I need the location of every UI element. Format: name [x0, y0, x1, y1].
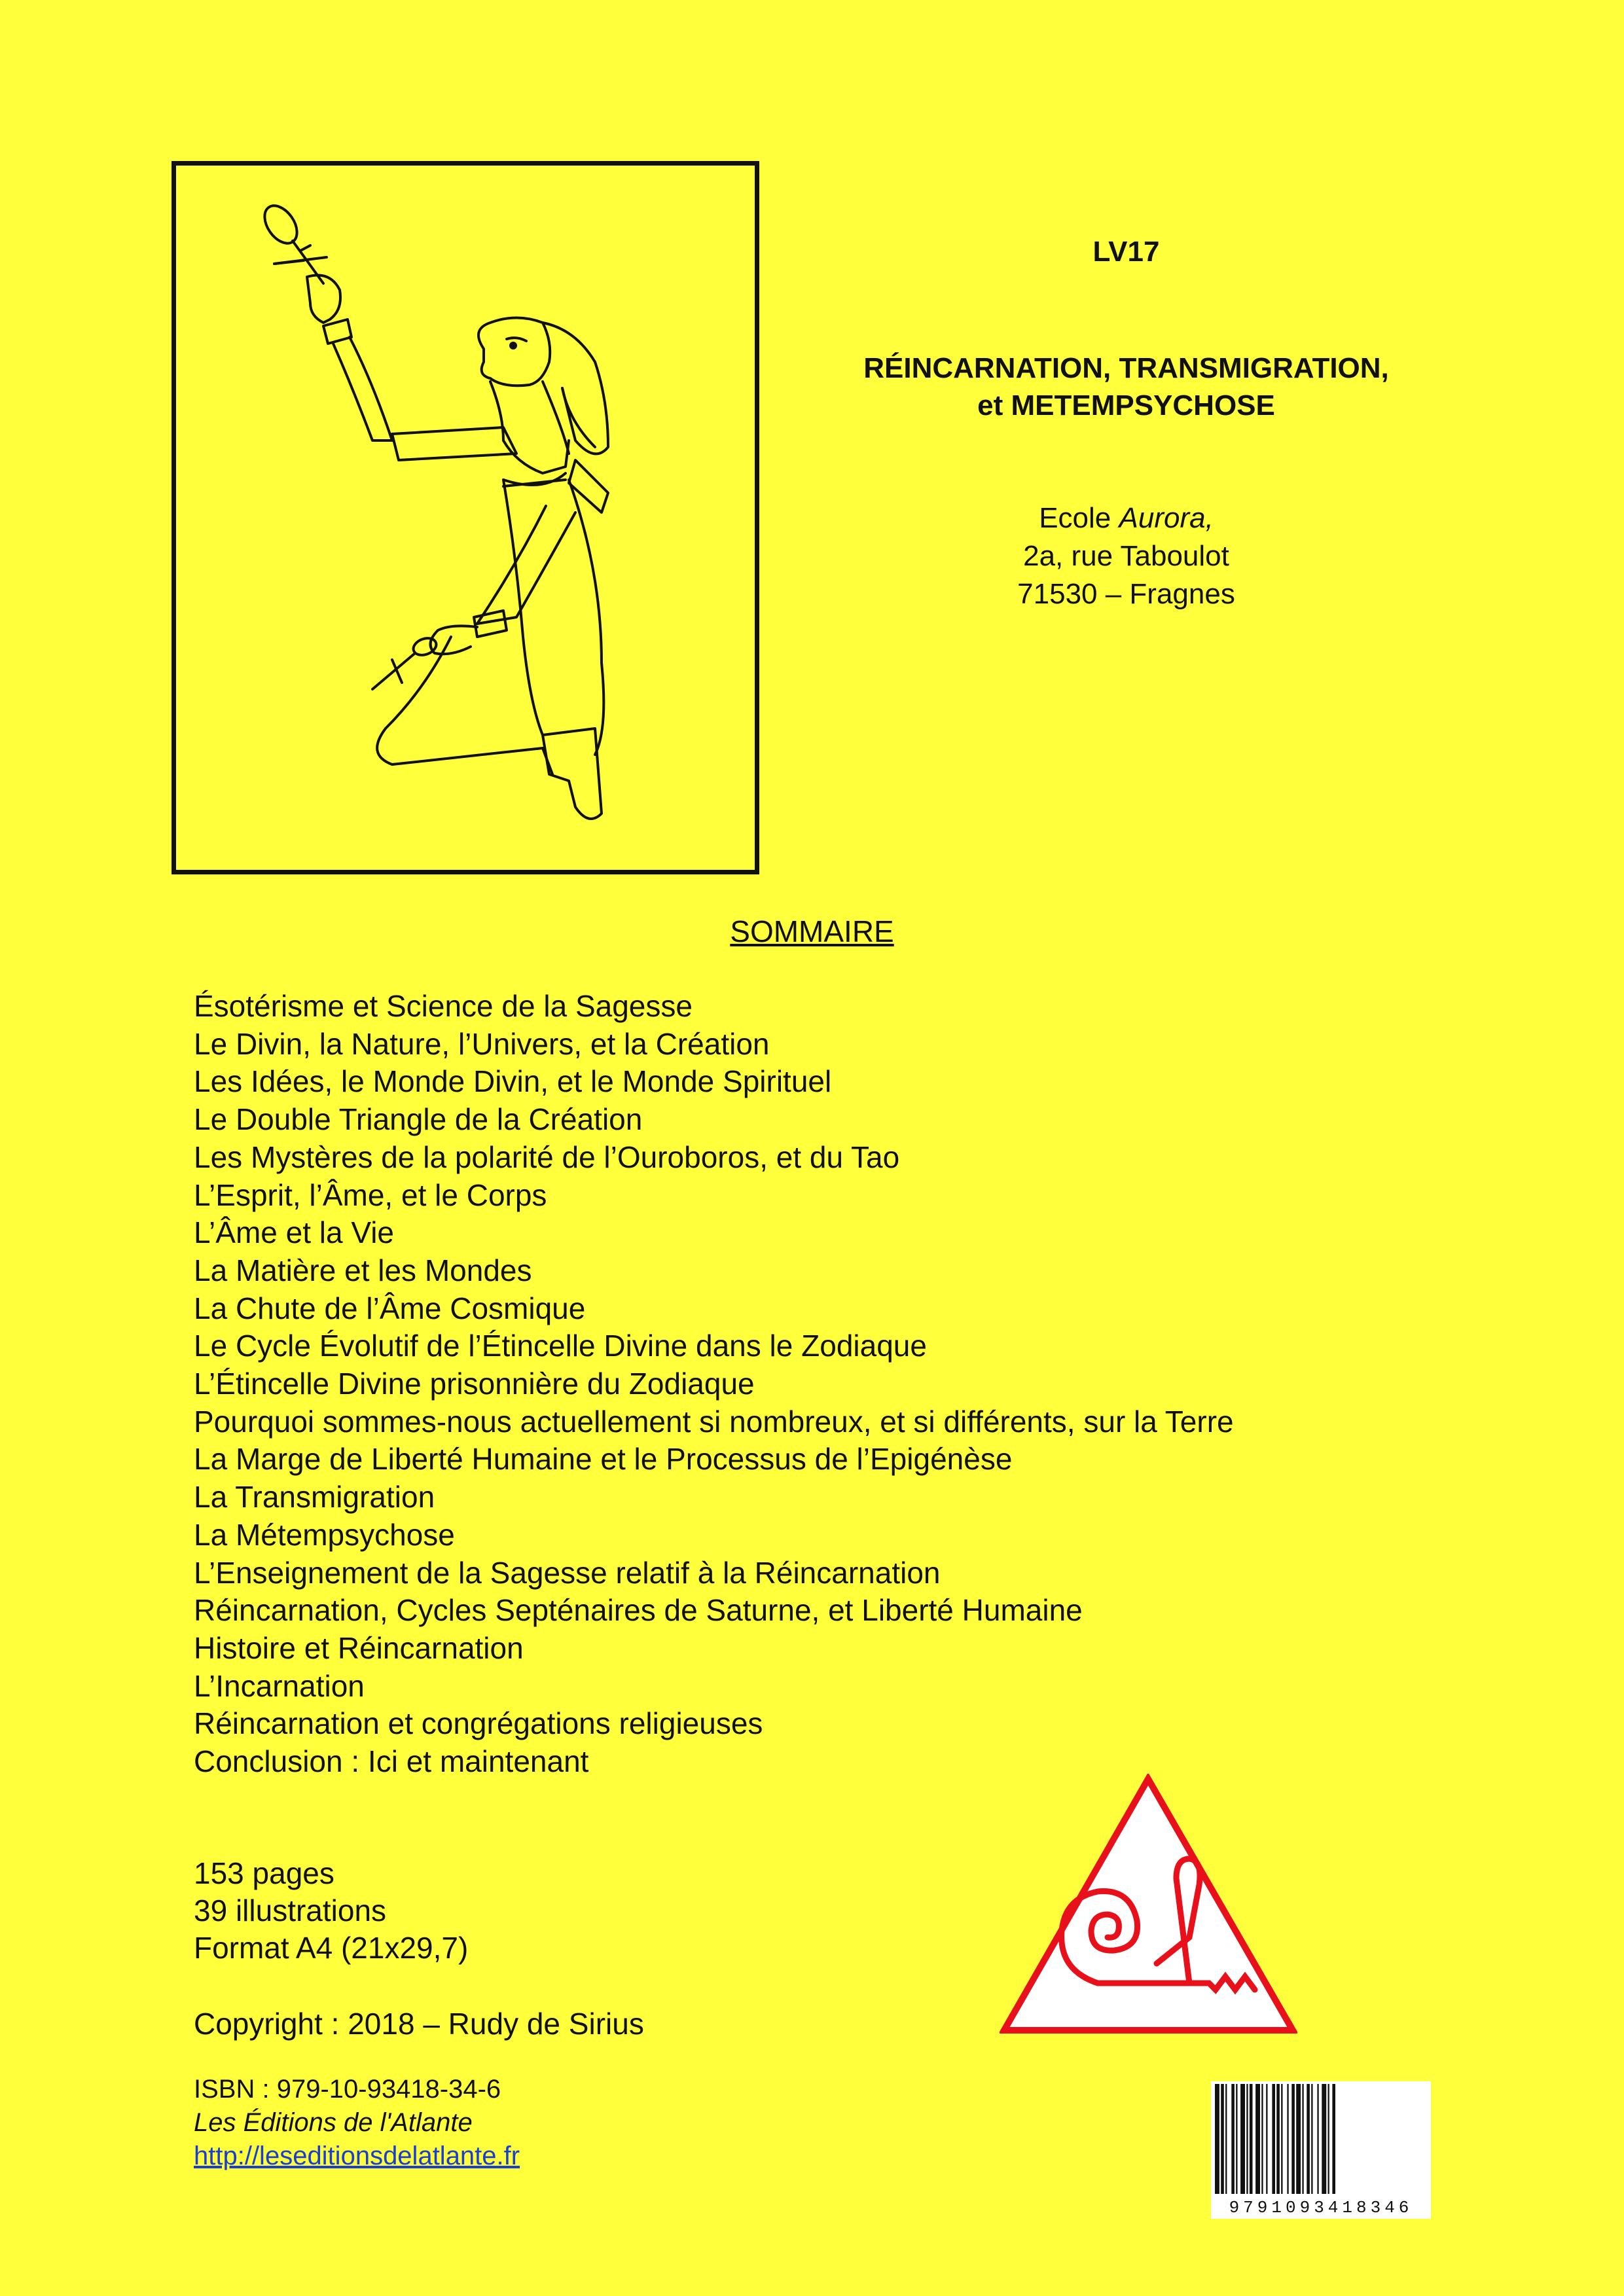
barcode-bar: [1291, 2084, 1295, 2194]
format: Format A4 (21x29,7): [194, 1931, 469, 1965]
toc-item: Pourquoi sommes-nous actuellement si nombreux, et si différents, sur la Terre: [194, 1404, 1234, 1439]
school-address: [759, 499, 1493, 613]
logo-triangle: [1004, 1779, 1293, 2030]
publisher-link[interactable]: http://leseditionsdelatlante.fr: [194, 2142, 520, 2170]
toc-item: L’Âme et la Vie: [194, 1215, 395, 1250]
toc-item: Le Divin, la Nature, l’Univers, et la Création: [194, 1026, 770, 1061]
copyright: Copyright : 2018 – Rudy de Sirius: [194, 2007, 644, 2041]
toc-item: La Chute de l’Âme Cosmique: [194, 1291, 586, 1325]
toc-item: Ésotérisme et Science de la Sagesse: [194, 989, 693, 1023]
toc-item: Réincarnation et congrégations religieuses: [194, 1706, 763, 1741]
sommaire-heading: SOMMAIRE: [730, 914, 894, 948]
barcode-bar: [1261, 2084, 1263, 2194]
kneeling-figure-drawing: [176, 166, 755, 870]
toc-item: La Matière et les Mondes: [194, 1253, 532, 1287]
table-of-contents: [194, 988, 1234, 1781]
barcode-bar: [1231, 2084, 1235, 2194]
barcode-bar: [1215, 2084, 1219, 2194]
school-prefix: Ecole: [1039, 502, 1119, 534]
book-code: LV17: [1092, 236, 1160, 268]
title-line-2: et METEMPSYCHOSE: [977, 389, 1275, 422]
barcode-bar: [1332, 2084, 1335, 2194]
barcode-bar: [1322, 2084, 1326, 2194]
barcode-bar: [1281, 2084, 1282, 2194]
toc-item: Le Cycle Évolutif de l’Étincelle Divine dans le Zodiaque: [194, 1329, 927, 1363]
barcode-bar: [1255, 2084, 1260, 2194]
street-line: 2a, rue Taboulot: [1023, 540, 1229, 572]
barcode-bar: [1221, 2084, 1224, 2194]
upper-ankh-icon: [258, 200, 327, 283]
book-title: [759, 350, 1493, 424]
barcode-bar: [1276, 2084, 1280, 2194]
barcode-bar: [1328, 2084, 1329, 2194]
toc-item: La Transmigration: [194, 1480, 435, 1515]
barcode-bar: [1317, 2084, 1318, 2194]
toc-item: Histoire et Réincarnation: [194, 1630, 524, 1665]
barcode-bar: [1287, 2084, 1288, 2194]
school-name: Aurora,: [1119, 502, 1214, 534]
toc-item: Réincarnation, Cycles Septénaires de Saturne, et Liberté Humaine: [194, 1593, 1083, 1628]
barcode-bar: [1296, 2084, 1301, 2194]
toc-item: Les Mystères de la polarité de l’Ouroboros, et du Tao: [194, 1139, 900, 1174]
toc-item: Conclusion : Ici et maintenant: [194, 1744, 589, 1779]
barcode-bar: [1266, 2084, 1267, 2194]
toc-item: La Métempsychose: [194, 1517, 455, 1552]
barcode-bar: [1302, 2084, 1303, 2194]
toc-item: L’Enseignement de la Sagesse relatif à la Réincarnation: [194, 1555, 941, 1590]
toc-item: L’Esprit, l’Âme, et le Corps: [194, 1177, 547, 1212]
title-line-1: RÉINCARNATION, TRANSMIGRATION,: [863, 352, 1389, 384]
publisher-info: [194, 2073, 520, 2173]
illustration-count: 39 illustrations: [194, 1893, 387, 1928]
isbn: ISBN : 979-10-93418-34-6: [194, 2075, 501, 2104]
publisher-name: Les Éditions de l'Atlante: [194, 2108, 473, 2137]
school-line: [759, 499, 1493, 537]
atlante-logo-icon: [1000, 1774, 1297, 2036]
barcode-digits: 9791093418346: [1211, 2198, 1431, 2217]
barcode-bar: [1307, 2084, 1310, 2194]
barcode-bar: [1250, 2084, 1253, 2194]
page-count: 153 pages: [194, 1856, 334, 1890]
toc-item: L’Étincelle Divine prisonnière du Zodiaque: [194, 1367, 755, 1401]
barcode-bar: [1236, 2084, 1237, 2194]
barcode-bar: [1240, 2084, 1245, 2194]
isbn-barcode: [1211, 2081, 1431, 2219]
lower-ankh-icon: [372, 636, 439, 689]
book-info: [194, 1855, 468, 1967]
toc-item: Le Double Triangle de la Création: [194, 1102, 643, 1137]
egyptian-figure-illustration: [171, 161, 759, 874]
barcode-bar: [1246, 2084, 1248, 2194]
barcode-bars: [1211, 2081, 1431, 2196]
barcode-bar: [1272, 2084, 1275, 2194]
barcode-bar: [1225, 2084, 1227, 2194]
toc-item: L’Incarnation: [194, 1668, 365, 1703]
toc-item: Les Idées, le Monde Divin, et le Monde Spirituel: [194, 1064, 832, 1099]
city-line: 71530 – Fragnes: [1017, 578, 1235, 610]
toc-item: La Marge de Liberté Humaine et le Processus de l’Epigénèse: [194, 1442, 1013, 1477]
barcode-bar: [1311, 2084, 1312, 2194]
